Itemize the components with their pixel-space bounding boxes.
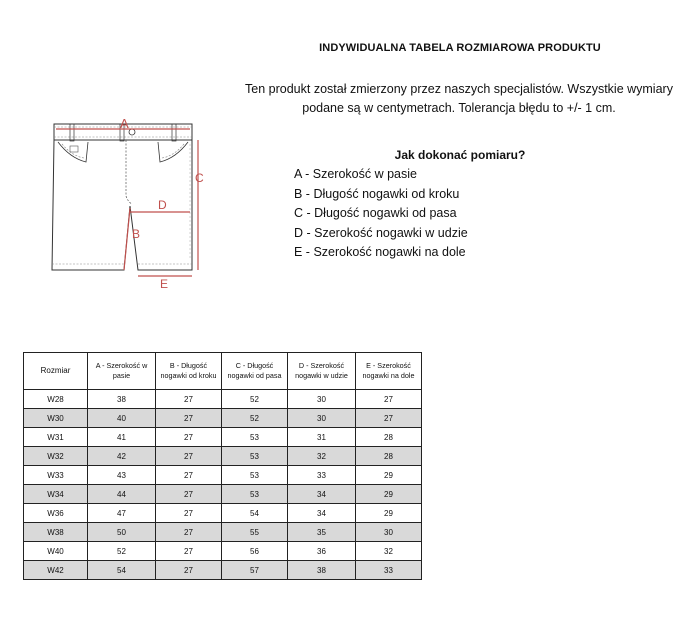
table-row	[24, 523, 422, 542]
cell-a: 42	[88, 447, 156, 466]
cell-size: W34	[24, 485, 88, 504]
cell-c: 56	[222, 542, 288, 561]
legend-item-b: B - Długość nogawki od kroku	[294, 186, 460, 201]
cell-c: 53	[222, 447, 288, 466]
table-row	[24, 504, 422, 523]
cell-a: 43	[88, 466, 156, 485]
cell-d: 34	[288, 485, 356, 504]
cell-b: 27	[156, 485, 222, 504]
table-row	[24, 542, 422, 561]
cell-e: 27	[356, 390, 422, 409]
cell-b: 27	[156, 523, 222, 542]
cell-b: 27	[156, 561, 222, 580]
cell-size: W28	[24, 390, 88, 409]
cell-d: 30	[288, 390, 356, 409]
cell-d: 38	[288, 561, 356, 580]
table-row	[24, 409, 422, 428]
label-e: E	[160, 277, 169, 290]
size-table	[23, 352, 422, 580]
cell-size: W36	[24, 504, 88, 523]
legend-item-d: D - Szerokość nogawki w udzie	[294, 225, 468, 240]
cell-d: 30	[288, 409, 356, 428]
cell-b: 27	[156, 504, 222, 523]
cell-e: 28	[356, 447, 422, 466]
header-size: Rozmiar	[24, 353, 88, 390]
label-d: D	[158, 198, 167, 212]
cell-b: 27	[156, 466, 222, 485]
cell-size: W40	[24, 542, 88, 561]
cell-c: 52	[222, 409, 288, 428]
cell-b: 27	[156, 428, 222, 447]
table-row	[24, 428, 422, 447]
cell-a: 44	[88, 485, 156, 504]
cell-c: 52	[222, 390, 288, 409]
cell-a: 54	[88, 561, 156, 580]
page-title: INDYWIDUALNA TABELA ROZMIAROWA PRODUKTU	[319, 42, 601, 54]
cell-size: W42	[24, 561, 88, 580]
cell-c: 57	[222, 561, 288, 580]
cell-d: 35	[288, 523, 356, 542]
shorts-outline-icon	[40, 110, 220, 290]
table-row	[24, 466, 422, 485]
table-row	[24, 390, 422, 409]
intro-line-1: Ten produkt został zmierzony przez naszych specjalistów. Wszystkie wymiary	[245, 82, 673, 96]
header-a: A - Szerokość w pasie	[88, 353, 156, 390]
cell-b: 27	[156, 409, 222, 428]
header-e: E - Szerokość nogawki na dole	[356, 353, 422, 390]
cell-d: 34	[288, 504, 356, 523]
cell-a: 47	[88, 504, 156, 523]
cell-a: 40	[88, 409, 156, 428]
cell-size: W31	[24, 428, 88, 447]
header-c: C - Długość nogawki od pasa	[222, 353, 288, 390]
cell-c: 53	[222, 466, 288, 485]
cell-a: 38	[88, 390, 156, 409]
cell-size: W38	[24, 523, 88, 542]
cell-e: 28	[356, 428, 422, 447]
cell-e: 30	[356, 523, 422, 542]
cell-a: 50	[88, 523, 156, 542]
cell-c: 55	[222, 523, 288, 542]
table-row	[24, 485, 422, 504]
cell-d: 31	[288, 428, 356, 447]
legend-item-a: A - Szerokość w pasie	[294, 167, 417, 181]
measurement-legend	[294, 165, 468, 263]
cell-a: 52	[88, 542, 156, 561]
label-c: C	[195, 171, 204, 185]
cell-e: 27	[356, 409, 422, 428]
cell-d: 32	[288, 447, 356, 466]
cell-b: 27	[156, 447, 222, 466]
howto-title: Jak dokonać pomiaru?	[394, 148, 526, 162]
cell-size: W30	[24, 409, 88, 428]
cell-b: 27	[156, 542, 222, 561]
header-d: D - Szerokość nogawki w udzie	[288, 353, 356, 390]
label-b: B	[132, 227, 141, 241]
cell-e: 32	[356, 542, 422, 561]
cell-size: W32	[24, 447, 88, 466]
table-row	[24, 561, 422, 580]
cell-e: 33	[356, 561, 422, 580]
cell-b: 27	[156, 390, 222, 409]
label-a: A	[120, 116, 129, 131]
cell-e: 29	[356, 466, 422, 485]
cell-c: 54	[222, 504, 288, 523]
cell-d: 36	[288, 542, 356, 561]
table-row	[24, 447, 422, 466]
cell-a: 41	[88, 428, 156, 447]
intro-line-2: podane są w centymetrach. Tolerancja błędu to +/- 1 cm.	[302, 101, 616, 115]
legend-item-c: C - Długość nogawki od pasa	[294, 206, 457, 220]
table-header-row	[24, 353, 422, 390]
header-b: B - Długość nogawki od kroku	[156, 353, 222, 390]
cell-e: 29	[356, 485, 422, 504]
cell-c: 53	[222, 428, 288, 447]
cell-e: 29	[356, 504, 422, 523]
cell-c: 53	[222, 485, 288, 504]
cell-size: W33	[24, 466, 88, 485]
intro-text	[226, 80, 692, 118]
legend-item-e: E - Szerokość nogawki na dole	[294, 245, 466, 259]
cell-d: 33	[288, 466, 356, 485]
